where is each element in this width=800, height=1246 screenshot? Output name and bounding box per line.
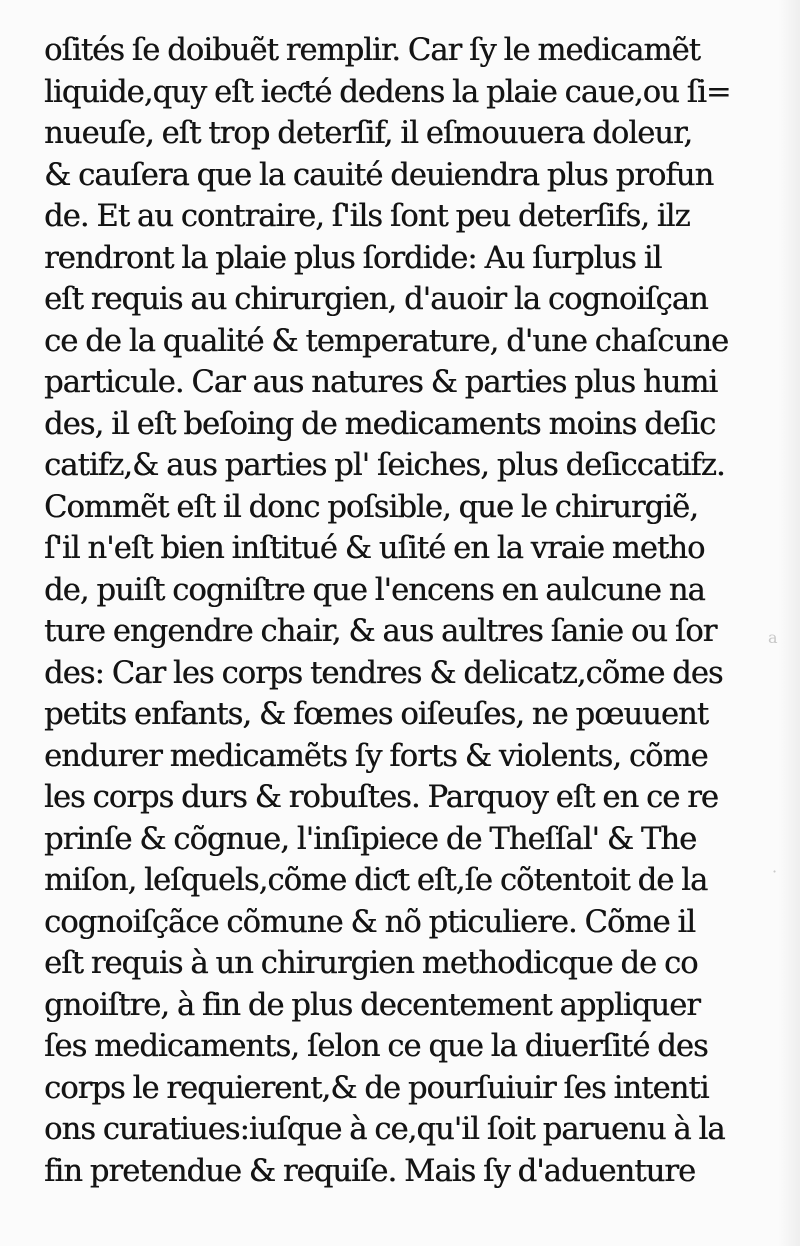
text-line: corps le requierent,& de pourſuiuir ſes intenti bbox=[44, 1070, 709, 1106]
text-line: ons curatiues:iuſque à ce,qu'il ſoit paruenu à la bbox=[44, 1112, 725, 1147]
text-line: particule. Car aus natures & parties plus humi bbox=[44, 365, 718, 400]
text-line: ſes medicaments, ſelon ce que la diuerſité des bbox=[44, 1029, 708, 1064]
text-line: ce de la qualité & temperature, d'une chaſcune bbox=[44, 323, 729, 359]
text-line: catifz,& aus parties pl' ſeiches, plus deſiccatifz. bbox=[44, 448, 725, 483]
text-line: eſt requis à un chirurgien methodicque de co bbox=[44, 946, 698, 981]
text-line: fin pretendue & requiſe. Mais ſy d'aduenture bbox=[44, 1153, 696, 1189]
text-line: petits enfants, & fœmes oiſeuſes, ne pœuuent bbox=[44, 697, 709, 732]
ink-bleed-mark: a bbox=[768, 628, 778, 647]
text-line: & cauſera que la cauité deuiendra plus profun bbox=[44, 157, 714, 193]
text-line: liquide,quy eſt ieƈté dedens la plaie caue,ou ſi= bbox=[44, 74, 731, 110]
page-edge-shadow bbox=[778, 0, 800, 1246]
text-line: rendront la plaie plus ſordide: Au ſurplus il bbox=[44, 240, 662, 276]
text-line: eſt requis au chirurgien, d'auoir la cognoiſçan bbox=[44, 282, 708, 317]
text-line: des, il eſt beſoing de medicaments moins deſic bbox=[44, 406, 716, 442]
text-line: endurer medicamẽts ſy forts & violents, cõme bbox=[44, 738, 708, 774]
text-line: de. Et au contraire, ſ'ils ſont peu deterſifs, ilz bbox=[44, 199, 690, 234]
text-line: nueuſe, eſt trop deterſif, il eſmouuera doleur, bbox=[44, 116, 693, 151]
text-line: ture engendre chair, & aus aultres ſanie ou ſor bbox=[44, 614, 717, 649]
text-line: Commẽt eſt il donc poſsible, que le chirurgiẽ, bbox=[44, 489, 698, 525]
text-line: oſités ſe doibuẽt remplir. Car ſy le medicamẽt bbox=[44, 33, 700, 68]
text-line: de, puiſt cogniſtre que l'encens en aulcune na bbox=[44, 572, 705, 608]
text-line: cognoiſçãce cõmune & nõ pticuliere. Cõme il bbox=[44, 904, 696, 940]
text-line: des: Car les corps tendres & delicatz,cõme des bbox=[44, 655, 723, 691]
ink-bleed-mark: · bbox=[772, 862, 778, 881]
text-line: les corps durs & robuſtes. Parquoy eſt en ce re bbox=[44, 780, 718, 815]
text-line: gnoiſtre, à fin de plus decentement appliquer bbox=[44, 987, 700, 1023]
text-line: ſ'il n'eſt bien inſtitué & uſité en la vraie metho bbox=[44, 531, 705, 566]
text-line: prinſe & cõgnue, l'inſipiece de Theſſal' & The bbox=[44, 821, 697, 857]
body-text bbox=[44, 30, 756, 1192]
text-line: miſon, leſquels,cõme diƈt eſt,ſe cõtentoit de la bbox=[44, 863, 708, 898]
